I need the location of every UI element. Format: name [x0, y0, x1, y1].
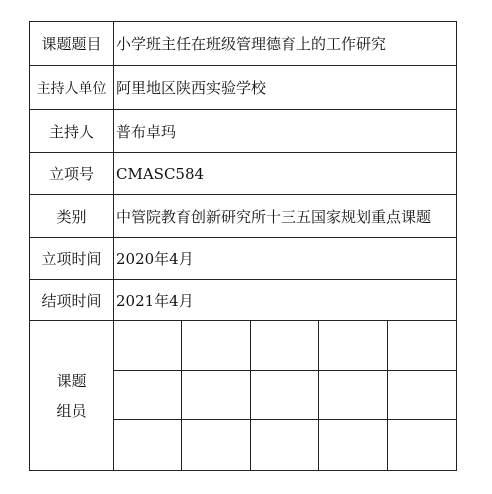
category-value: 中管院教育创新研究所十三五国家规划重点课题 — [116, 207, 432, 226]
approval-date-label: 立项时间 — [30, 238, 114, 279]
row-project-number — [30, 153, 456, 195]
member-cell — [114, 321, 182, 371]
row-host-unit — [30, 66, 456, 110]
member-cell — [388, 420, 456, 470]
members-section — [30, 321, 456, 470]
member-cell — [251, 371, 319, 421]
member-cell — [251, 420, 319, 470]
completion-date-value: 2021年4月 — [116, 291, 194, 310]
member-cell — [251, 321, 319, 371]
member-cell — [319, 321, 387, 371]
member-cell — [114, 371, 182, 421]
approval-date-value: 2020年4月 — [116, 250, 194, 268]
category-label: 类别 — [30, 195, 114, 237]
members-label — [30, 321, 114, 470]
topic-value: 小学班主任在班级管理德育上的工作研究 — [116, 35, 387, 53]
host-value: 普布卓玛 — [116, 122, 177, 141]
project-number-value: CMASC584 — [116, 164, 205, 183]
project-info-table — [29, 21, 457, 471]
host-unit-label: 主持人单位 — [30, 66, 114, 109]
member-cell — [319, 371, 387, 421]
host-unit-value: 阿里地区陕西实验学校 — [116, 79, 267, 97]
member-cell — [114, 420, 182, 470]
host-label: 主持人 — [30, 110, 114, 152]
completion-date-label: 结项时间 — [30, 280, 114, 320]
project-number-label: 立项号 — [30, 153, 114, 194]
member-cell — [182, 371, 250, 421]
member-cell — [182, 321, 250, 371]
row-category — [30, 195, 456, 238]
members-label-line1: 课题 — [56, 371, 87, 390]
member-cell — [388, 321, 456, 371]
row-approval-date — [30, 238, 456, 280]
row-topic — [30, 22, 456, 66]
member-cell — [319, 420, 387, 470]
members-label-line2: 组员 — [56, 401, 87, 420]
members-grid — [114, 321, 456, 470]
topic-label: 课题题目 — [30, 22, 114, 65]
row-host — [30, 110, 456, 153]
row-completion-date — [30, 280, 456, 321]
member-cell — [388, 371, 456, 421]
member-cell — [182, 420, 250, 470]
